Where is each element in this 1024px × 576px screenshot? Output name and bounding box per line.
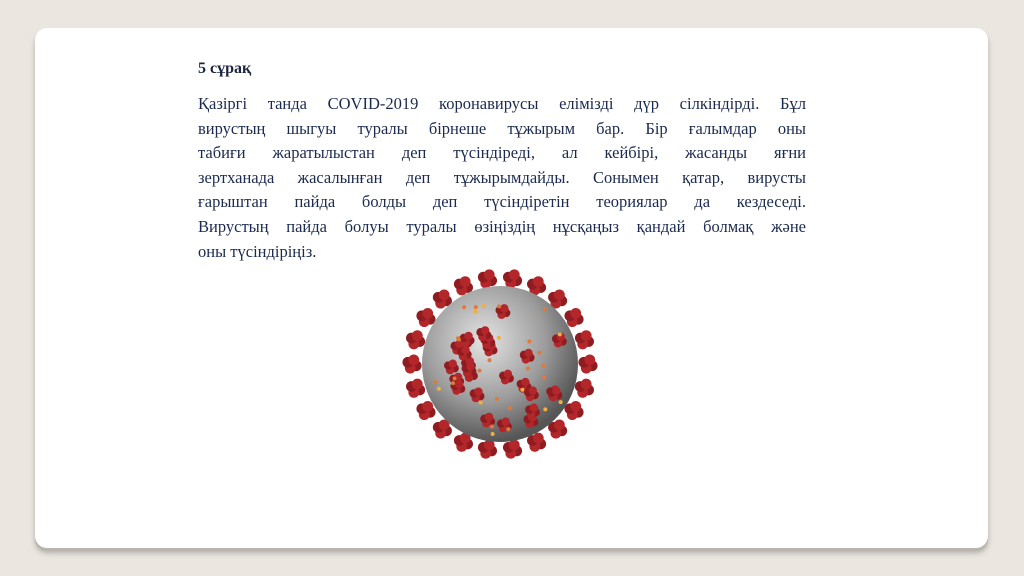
virus-dot — [474, 309, 478, 313]
question-text — [198, 92, 806, 264]
virus-dot — [543, 307, 547, 311]
spike-protein — [581, 330, 592, 341]
question-line: вирустың шыгуы туралы бірнеше тұжырым бар. Бір ғалымдар оны — [198, 118, 806, 138]
spike-protein — [460, 276, 471, 287]
spike-protein — [530, 404, 538, 412]
question-line: зертханада жасалынған деп тұжырымдайды. Сонымен қатар, вирусты — [198, 167, 806, 187]
virus-dot — [520, 388, 524, 392]
coronavirus-image — [395, 262, 605, 467]
spike-protein — [533, 276, 544, 287]
spike-protein — [481, 326, 489, 334]
virus-dot — [526, 366, 530, 370]
virus-dot — [491, 432, 495, 436]
virus-dot — [474, 305, 478, 309]
spike-protein — [412, 379, 423, 390]
spike-protein — [455, 380, 463, 388]
virus-dot — [543, 407, 547, 411]
virus-dot — [537, 351, 541, 355]
virus-dot — [542, 376, 546, 380]
spike-protein — [533, 433, 544, 444]
virus-dot — [437, 387, 441, 391]
virus-dot — [558, 332, 562, 336]
spike-protein — [461, 346, 469, 354]
spike-protein — [584, 354, 595, 365]
spike-protein — [570, 308, 581, 319]
virus-dot — [508, 406, 512, 410]
question-line: Қазіргі танда COVID-2019 коронавирусы елімізді дүр сілкіндірді. Бұл — [198, 94, 806, 113]
spike-protein — [464, 332, 472, 340]
question-line: оны түсіндіріңіз. — [198, 241, 317, 261]
spike-protein — [521, 378, 529, 386]
spike-protein — [466, 362, 474, 370]
virus-dot — [477, 369, 481, 373]
question-line: табиғи жаратылыстан деп түсіндіреді, ал кейбірі, жасанды яғни — [198, 143, 806, 163]
question-title: 5 сұрақ — [198, 60, 252, 77]
question-line: Вирустың пайда болуы туралы өзіңіздің нұсқаңыз қандай болмақ және — [198, 216, 806, 236]
question-line: ғарыштан пайда болды деп түсіндіретін теориялар да кездеседі. — [198, 192, 806, 212]
spike-protein — [529, 386, 537, 394]
spike-protein — [412, 330, 423, 341]
spike-protein — [570, 401, 581, 412]
spike-protein — [554, 289, 565, 300]
spike-protein — [504, 370, 512, 378]
virus-dot — [462, 305, 466, 309]
virus-dot — [482, 304, 486, 308]
virus-dot — [487, 358, 491, 362]
virus-dot — [433, 380, 437, 384]
spike-protein — [581, 379, 592, 390]
spike-protein — [422, 401, 433, 412]
virus-dot — [497, 304, 501, 308]
spike-protein — [439, 289, 450, 300]
virus-dot — [527, 340, 531, 344]
spike-protein — [502, 418, 510, 426]
virus-dot — [506, 427, 510, 431]
virus-dot — [497, 336, 501, 340]
spike-protein — [449, 360, 457, 368]
spike-protein — [422, 308, 433, 319]
spike-protein — [408, 354, 419, 365]
virus-dot — [453, 377, 457, 381]
spike-protein — [552, 387, 560, 395]
virus-dot — [559, 400, 563, 404]
spike-protein — [474, 387, 482, 395]
spike-protein — [500, 304, 508, 312]
virus-dot — [479, 401, 483, 405]
spike-protein — [524, 349, 532, 357]
spike-protein — [554, 419, 565, 430]
virus-dot — [541, 364, 545, 368]
spike-protein — [485, 413, 493, 421]
virus-dot — [490, 425, 494, 429]
virus-dot — [451, 381, 455, 385]
spike-protein — [484, 269, 495, 280]
virus-dot — [495, 397, 499, 401]
spike-protein — [509, 269, 520, 280]
virus-dot — [456, 336, 460, 340]
